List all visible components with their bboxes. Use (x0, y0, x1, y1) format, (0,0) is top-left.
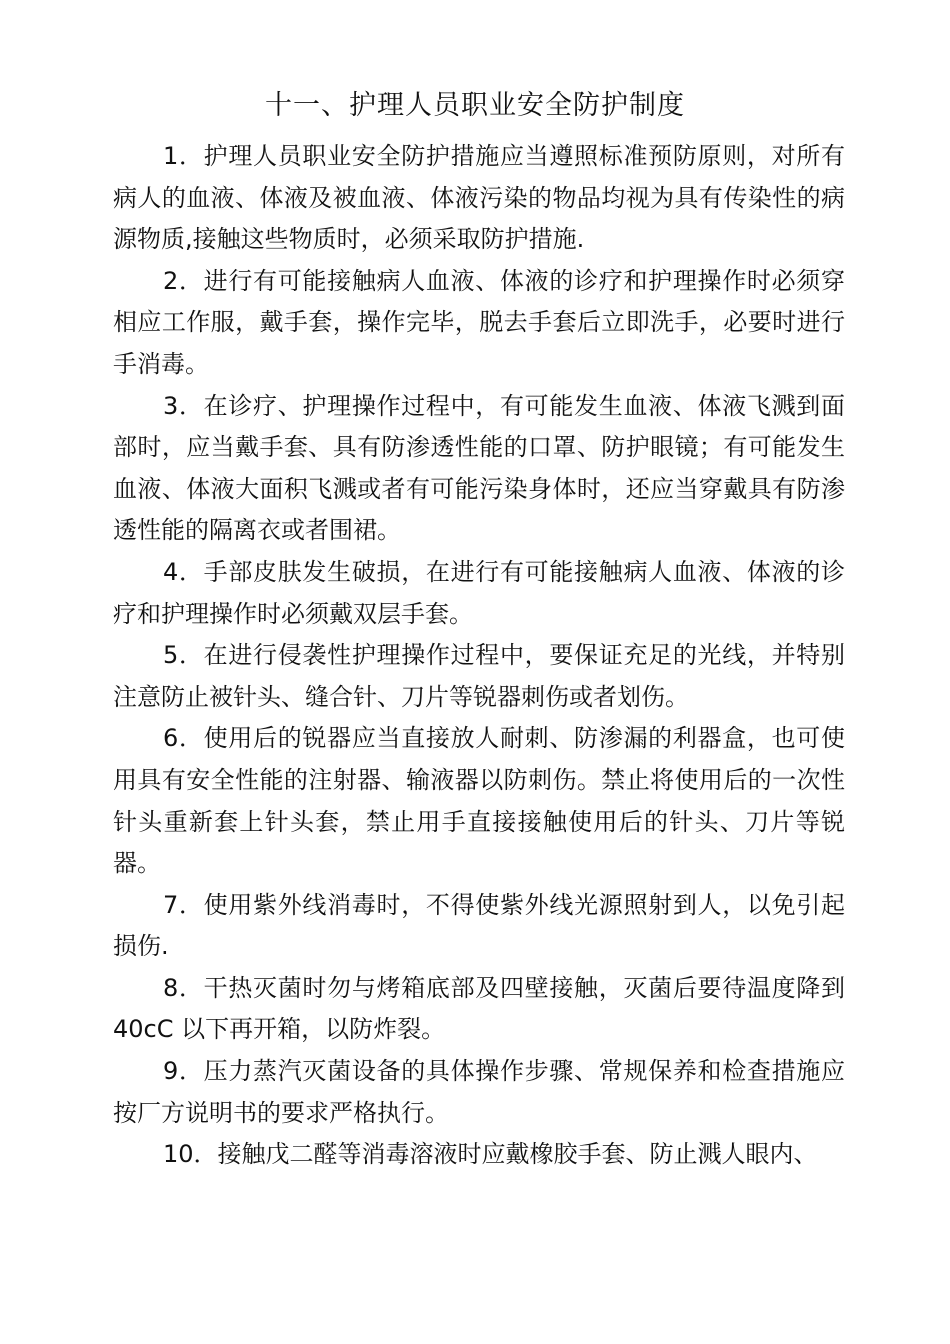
paragraph-2: 2．进行有可能接触病人血液、体液的诊疗和护理操作时必须穿相应工作服，戴手套，操作完毕，脱去手套后立即洗手，必要时进行手消毒。 (113, 266, 845, 378)
document-title: 十一、护理人员职业安全防护制度 (265, 90, 685, 121)
paragraph-8: 8．干热灭菌时勿与烤箱底部及四壁接触，灭菌后要待温度降到 40cC 以下再开箱，以防炸裂。 (113, 973, 845, 1044)
paragraph-4: 4．手部皮肤发生破损，在进行有可能接触病人血液、体液的诊疗和护理操作时必须戴双层手套。 (113, 557, 845, 628)
document-body (113, 136, 845, 1176)
paragraph-3: 3．在诊疗、护理操作过程中，有可能发生血液、体液飞溅到面部时，应当戴手套、具有防渗透性能的口罩、防护眼镜；有可能发生血液、体液大面积飞溅或者有可能污染身体时，还应当穿戴具有防渗透性能的隔离衣或者围裙。 (113, 391, 845, 545)
paragraph-7: 7．使用紫外线消毒时，不得使紫外线光源照射到人，以免引起损伤. (113, 890, 845, 961)
paragraph-10: 10．接触戊二醛等消毒溶液时应戴橡胶手套、防止溅人眼内、 (163, 1140, 818, 1169)
paragraph-1: 1．护理人员职业安全防护措施应当遵照标准预防原则，对所有病人的血液、体液及被血液、体液污染的物品均视为具有传染性的病源物质,接触这些物质时，必须采取防护措施. (113, 142, 845, 254)
paragraph-5: 5．在进行侵袭性护理操作过程中，要保证充足的光线，并特别注意防止被针头、缝合针、刀片等锐器刺伤或者划伤。 (113, 641, 845, 711)
paragraph-6: 6．使用后的锐器应当直接放人耐刺、防渗漏的利器盒，也可使用具有安全性能的注射器、输液器以防刺伤。禁止将使用后的一次性针头重新套上针头套，禁止用手直接接触使用后的针头、刀片等锐器。 (113, 724, 845, 878)
paragraph-9: 9．压力蒸汽灭菌设备的具体操作步骤、常规保养和检查措施应按厂方说明书的要求严格执行。 (113, 1057, 845, 1127)
